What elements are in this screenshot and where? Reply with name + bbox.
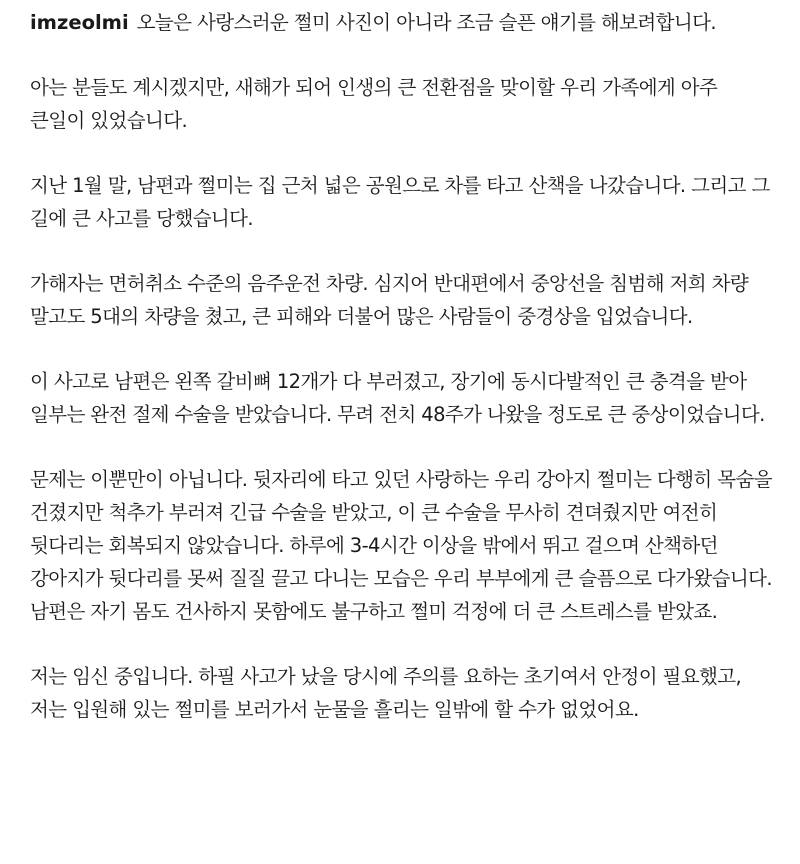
caption-paragraph-3: 지난 1월 말, 남편과 쩔미는 집 근처 넓은 공원으로 차를 타고 산책을 나갔습니다. 그리고 그 길에 큰 사고를 당했습니다. [30, 174, 770, 230]
username-link[interactable]: imzeolmi [30, 11, 129, 34]
caption-paragraph-5: 이 사고로 남편은 왼쪽 갈비뼈 12개가 다 부러졌고, 장기에 동시다발적인 큰 충격을 받아 일부는 완전 절제 수술을 받았습니다. 무려 전치 48주가 나왔을 정도로 큰 중상이었습니다. [30, 370, 765, 426]
caption-paragraph-4: 가해자는 면허취소 수준의 음주운전 차량. 심지어 반대편에서 중앙선을 침범해 저희 차량 말고도 5대의 차량을 쳤고, 큰 피해와 더불어 많은 사람들이 중경상을 입었습니다. [30, 272, 749, 328]
caption-paragraph-2: 아는 분들도 계시겠지만, 새해가 되어 인생의 큰 전환점을 맞이할 우리 가족에게 아주 큰일이 있었습니다. [30, 76, 718, 132]
caption-paragraph-7: 저는 임신 중입니다. 하필 사고가 났을 당시에 주의를 요하는 초기여서 안정이 필요했고, 저는 입원해 있는 쩔미를 보러가서 눈물을 흘리는 일밖에 할 수가 없었어요. [30, 665, 742, 721]
caption-paragraph-6: 문제는 이뿐만이 아닙니다. 뒷자리에 타고 있던 사랑하는 우리 강아지 쩔미는 다행히 목숨을 건졌지만 척추가 부러져 긴급 수술을 받았고, 이 큰 수술을 무사히 견뎌줬지만 여전히 뒷다리는 회복되지 않았습니다. 하루에 3-4시간 이상을 밖에서 뛰고 걸으며 산책하던 강아지가 뒷다리를 못써 질질 끌고 다니는 모습은 우리 부부에게 큰 슬픔으로 다가왔습니다. 남편은 자기 몸도 건사하지 못함에도 불구하고 쩔미 걱정에 더 큰 스트레스를 받았죠. [30, 468, 772, 623]
caption-text: 오늘은 사랑스러운 쩔미 사진이 아니라 조금 슬픈 얘기를 해보려합니다. [136, 11, 716, 34]
caption-paragraph-1 [30, 6, 776, 39]
